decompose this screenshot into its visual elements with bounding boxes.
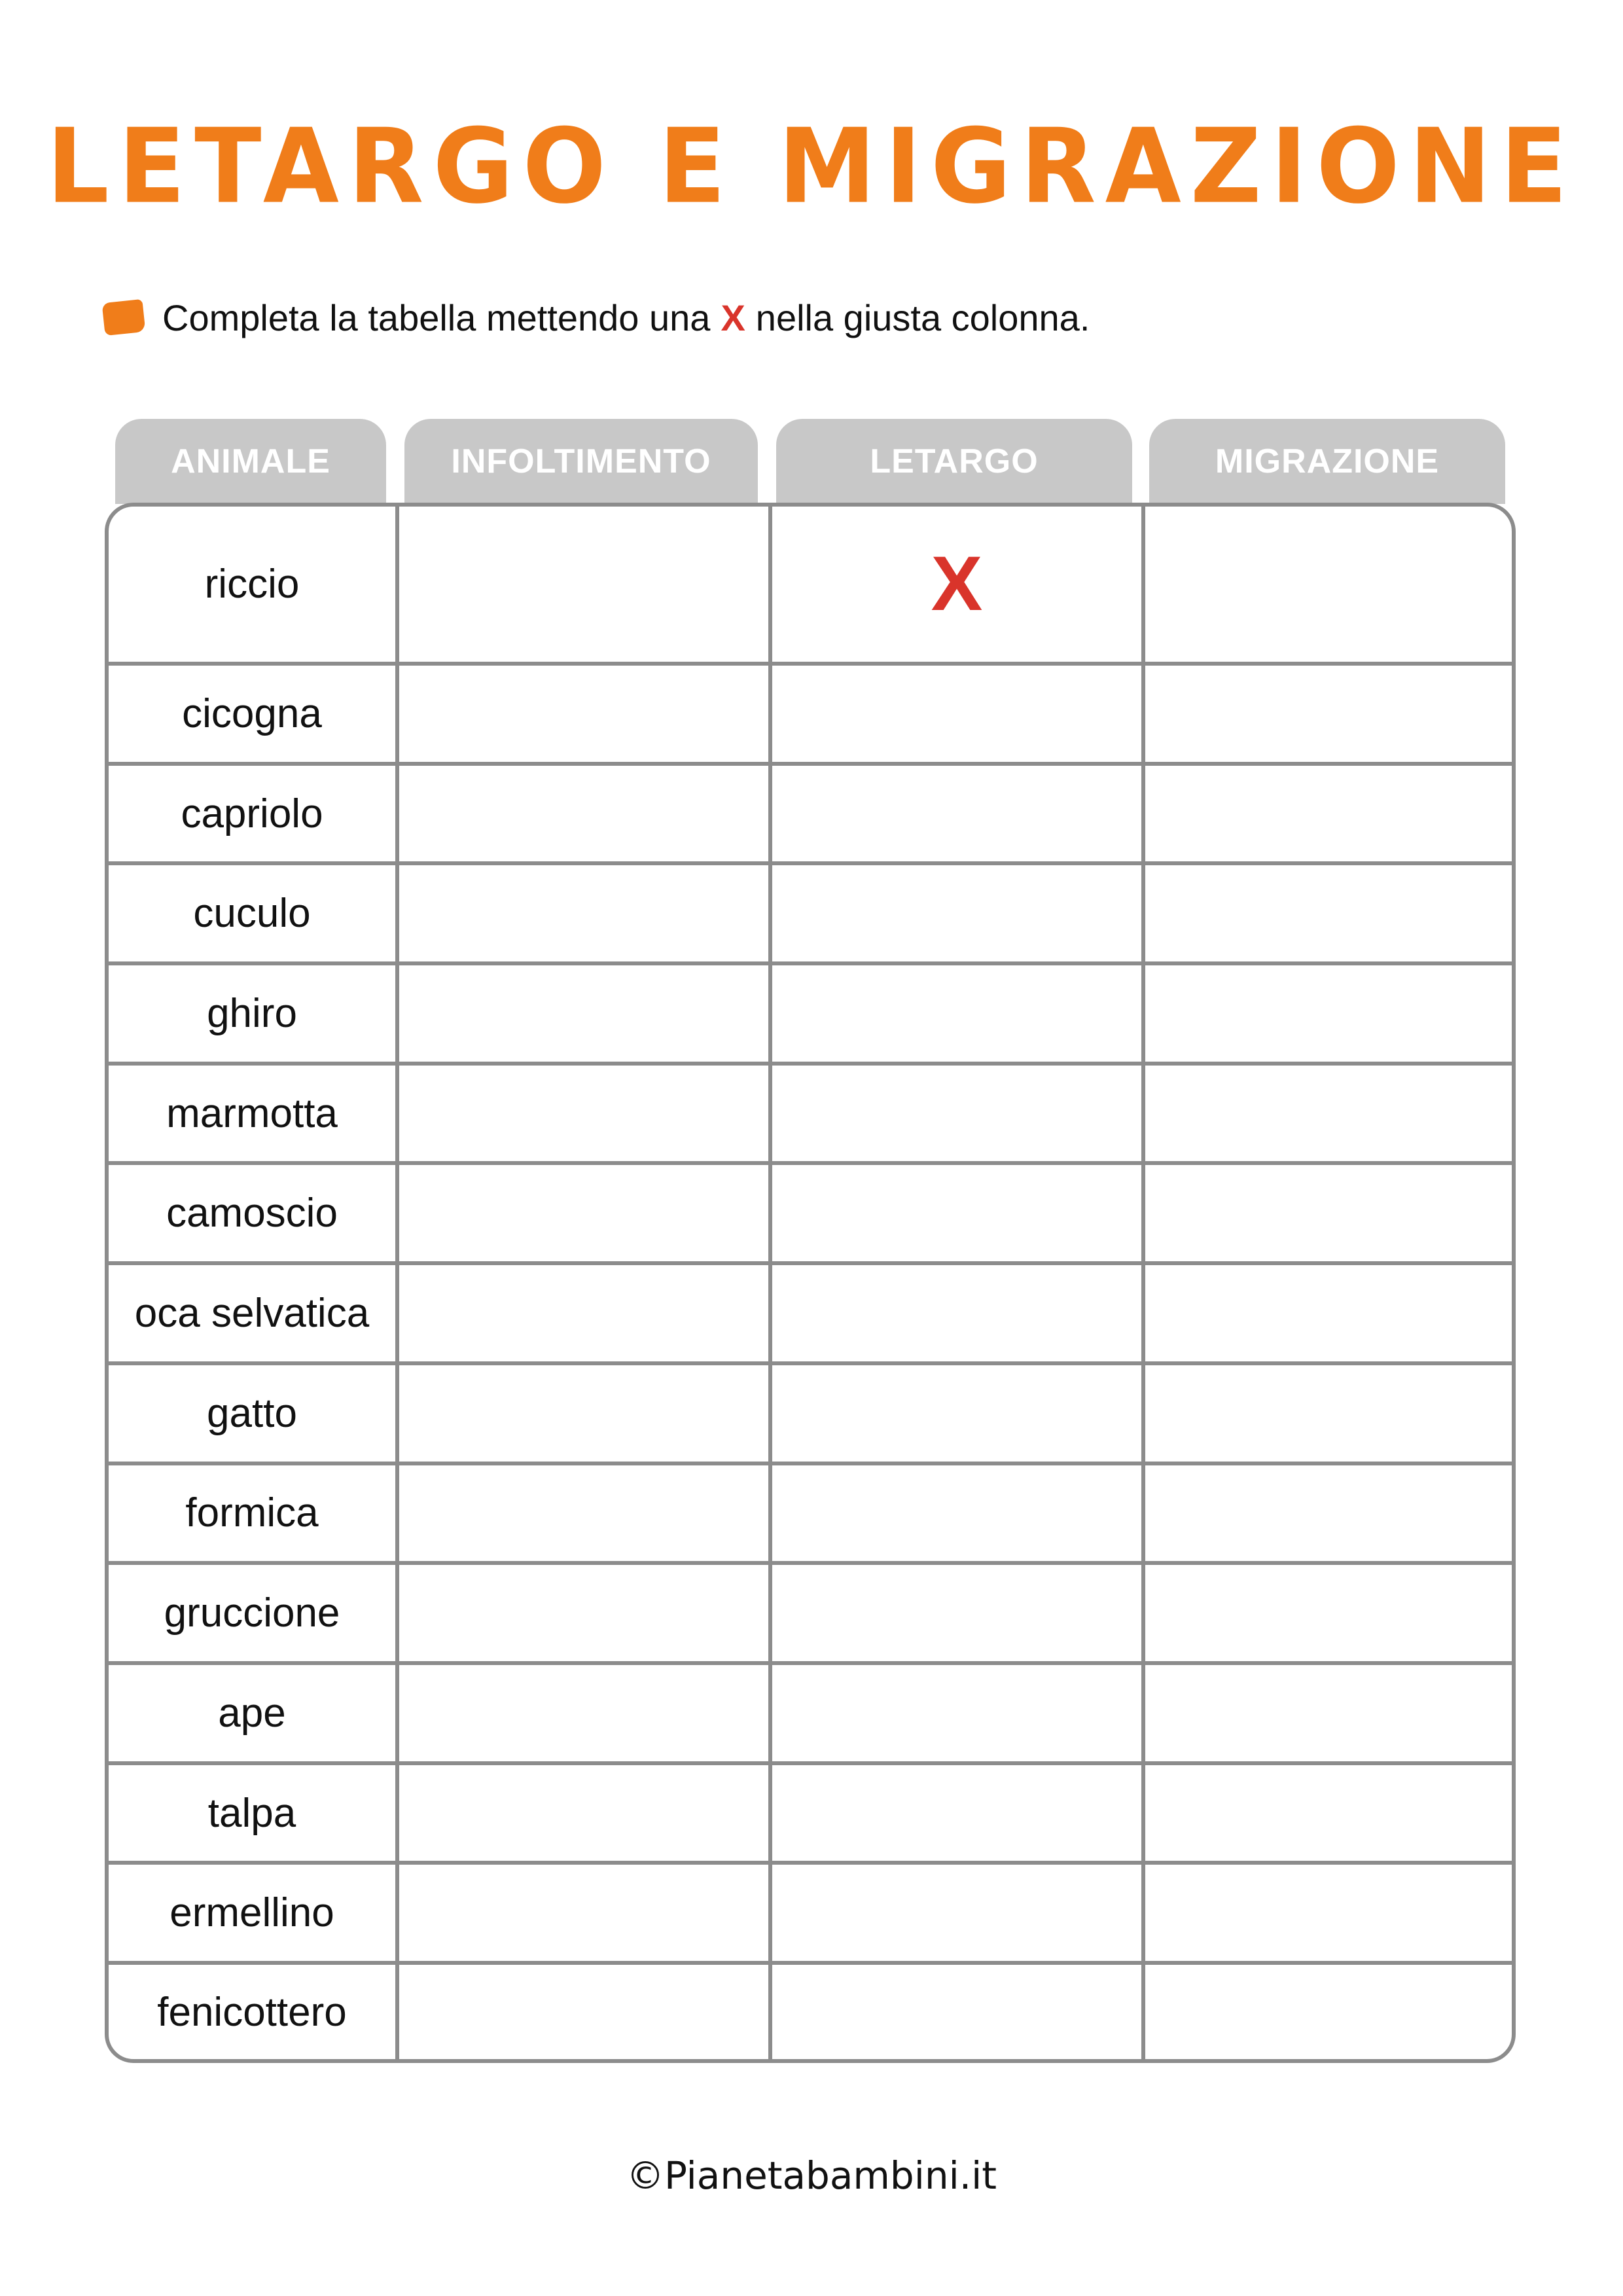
letargo-cell[interactable] xyxy=(770,764,1143,864)
animal-name: gruccione xyxy=(109,1563,397,1663)
table-row xyxy=(109,863,1512,963)
table-row xyxy=(109,1463,1512,1564)
migrazione-cell[interactable] xyxy=(1143,1363,1512,1463)
header-infoltimento: INFOLTIMENTO xyxy=(404,419,758,504)
header-migrazione: MIGRAZIONE xyxy=(1149,419,1505,504)
table-row xyxy=(109,1064,1512,1164)
instruction-text-before: Completa la tabella mettendo una xyxy=(162,296,711,338)
letargo-cell[interactable] xyxy=(770,1763,1143,1863)
animal-name: ermellino xyxy=(109,1863,397,1963)
migrazione-cell[interactable] xyxy=(1143,963,1512,1064)
migrazione-cell[interactable] xyxy=(1143,1563,1512,1663)
infoltimento-cell[interactable] xyxy=(397,1563,770,1663)
infoltimento-cell[interactable] xyxy=(397,664,770,764)
animal-name: oca selvatica xyxy=(109,1263,397,1363)
letargo-cell[interactable] xyxy=(770,507,1143,664)
infoltimento-cell[interactable] xyxy=(397,1963,770,2059)
letargo-cell[interactable] xyxy=(770,1663,1143,1763)
instruction xyxy=(103,288,1090,347)
letargo-cell[interactable] xyxy=(770,664,1143,764)
animal-name: cuculo xyxy=(109,863,397,963)
table-row xyxy=(109,1163,1512,1263)
instruction-text-after: nella giusta colonna. xyxy=(755,296,1090,338)
bullet-icon xyxy=(102,299,146,336)
instruction-mark: X xyxy=(721,296,745,338)
infoltimento-cell[interactable] xyxy=(397,1663,770,1763)
table-row xyxy=(109,1763,1512,1863)
animal-name: talpa xyxy=(109,1763,397,1863)
infoltimento-cell[interactable] xyxy=(397,963,770,1064)
table-row xyxy=(109,1663,1512,1763)
animal-name: fenicottero xyxy=(109,1963,397,2059)
table-row xyxy=(109,1963,1512,2059)
letargo-cell[interactable] xyxy=(770,1963,1143,2059)
footer-copyright: ©Pianetabambini.it xyxy=(626,2153,997,2198)
infoltimento-cell[interactable] xyxy=(397,1263,770,1363)
migrazione-cell[interactable] xyxy=(1143,507,1512,664)
letargo-cell[interactable] xyxy=(770,1263,1143,1363)
animal-name: capriolo xyxy=(109,764,397,864)
table-row xyxy=(109,1563,1512,1663)
letargo-cell[interactable] xyxy=(770,1863,1143,1963)
answer-table xyxy=(105,503,1516,2063)
letargo-cell[interactable] xyxy=(770,1563,1143,1663)
table-row xyxy=(109,1263,1512,1363)
migrazione-cell[interactable] xyxy=(1143,1163,1512,1263)
migrazione-cell[interactable] xyxy=(1143,1863,1512,1963)
header-animale: ANIMALE xyxy=(115,419,386,504)
column-headers xyxy=(0,419,1623,504)
animal-name: marmotta xyxy=(109,1064,397,1164)
page-title: LETARGO E MIGRAZIONE xyxy=(46,107,1577,227)
migrazione-cell[interactable] xyxy=(1143,1963,1512,2059)
table-row xyxy=(109,664,1512,764)
migrazione-cell[interactable] xyxy=(1143,1463,1512,1564)
letargo-cell[interactable] xyxy=(770,1363,1143,1463)
infoltimento-cell[interactable] xyxy=(397,1163,770,1263)
infoltimento-cell[interactable] xyxy=(397,764,770,864)
animal-name: ape xyxy=(109,1663,397,1763)
letargo-cell[interactable] xyxy=(770,863,1143,963)
table-row xyxy=(109,764,1512,864)
table-row xyxy=(109,1863,1512,1963)
animal-name: cicogna xyxy=(109,664,397,764)
animal-name: gatto xyxy=(109,1363,397,1463)
table-row xyxy=(109,507,1512,664)
infoltimento-cell[interactable] xyxy=(397,863,770,963)
table-row xyxy=(109,1363,1512,1463)
animal-name: ghiro xyxy=(109,963,397,1064)
infoltimento-cell[interactable] xyxy=(397,1463,770,1564)
letargo-cell[interactable] xyxy=(770,1064,1143,1164)
migrazione-cell[interactable] xyxy=(1143,863,1512,963)
migrazione-cell[interactable] xyxy=(1143,1064,1512,1164)
header-letargo: LETARGO xyxy=(776,419,1132,504)
infoltimento-cell[interactable] xyxy=(397,1363,770,1463)
infoltimento-cell[interactable] xyxy=(397,507,770,664)
infoltimento-cell[interactable] xyxy=(397,1064,770,1164)
animal-name: formica xyxy=(109,1463,397,1564)
letargo-cell[interactable] xyxy=(770,1463,1143,1564)
animal-name: riccio xyxy=(109,507,397,664)
x-mark: X xyxy=(931,541,983,628)
migrazione-cell[interactable] xyxy=(1143,664,1512,764)
infoltimento-cell[interactable] xyxy=(397,1863,770,1963)
migrazione-cell[interactable] xyxy=(1143,1763,1512,1863)
infoltimento-cell[interactable] xyxy=(397,1763,770,1863)
table-row xyxy=(109,963,1512,1064)
letargo-cell[interactable] xyxy=(770,963,1143,1064)
migrazione-cell[interactable] xyxy=(1143,1663,1512,1763)
animal-name: camoscio xyxy=(109,1163,397,1263)
migrazione-cell[interactable] xyxy=(1143,1263,1512,1363)
migrazione-cell[interactable] xyxy=(1143,764,1512,864)
letargo-cell[interactable] xyxy=(770,1163,1143,1263)
